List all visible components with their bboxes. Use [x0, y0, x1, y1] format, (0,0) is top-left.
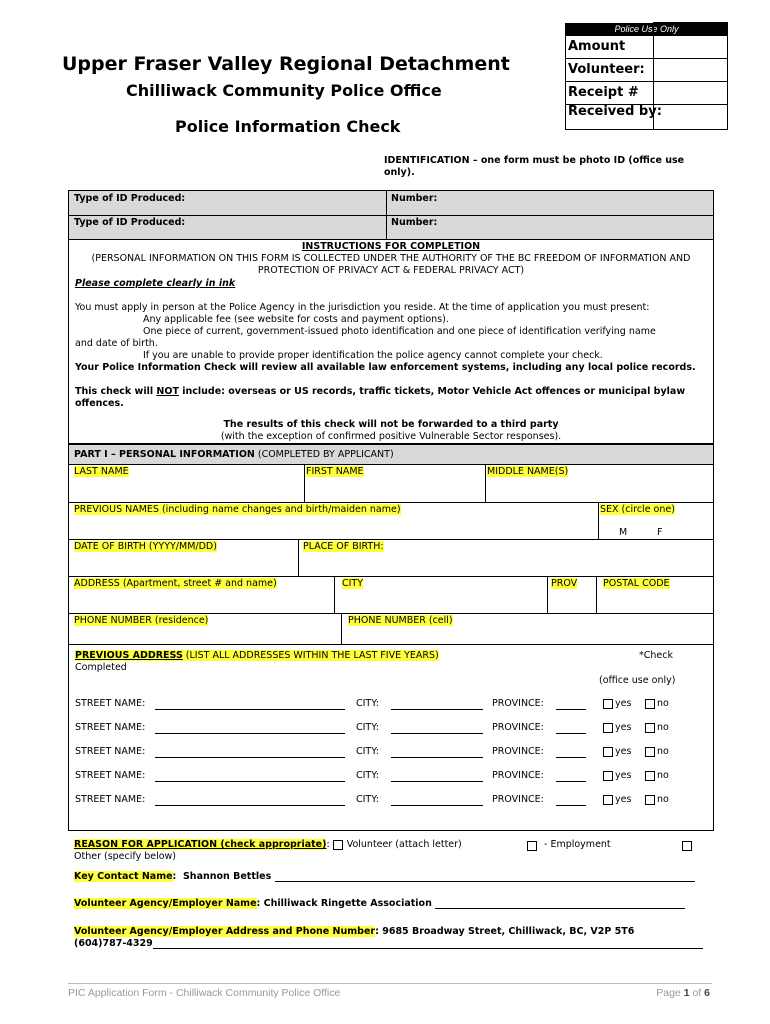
- volunteer-checkbox[interactable]: [333, 840, 343, 850]
- no-label: no: [657, 722, 669, 733]
- police-volunteer-field[interactable]: [653, 58, 728, 82]
- page-footer: [68, 983, 712, 1004]
- other-option: Other (specify below): [74, 851, 177, 862]
- agency-name-line: Volunteer Agency/Employer Name: Chilliwack Ringette Association: [74, 898, 709, 909]
- form-title: Police Information Check: [175, 117, 401, 136]
- yes-label: yes: [615, 722, 632, 733]
- id-table: [68, 190, 714, 240]
- street-label: STREET NAME:: [75, 794, 146, 805]
- police-use-box: [565, 23, 728, 130]
- police-row-volunteer: Volunteer:: [565, 59, 728, 82]
- street-input[interactable]: [155, 746, 345, 758]
- previous-address-row: [69, 722, 713, 740]
- province-input[interactable]: [556, 794, 586, 806]
- previous-names-field[interactable]: PREVIOUS NAMES (including name changes and birth/maiden name): [69, 503, 599, 540]
- street-input[interactable]: [155, 722, 345, 734]
- police-amount-field[interactable]: [653, 22, 728, 59]
- completed-label: Completed: [75, 662, 127, 673]
- prov-field[interactable]: PROV: [548, 577, 597, 614]
- id-type-cell-1[interactable]: Type of ID Produced:: [69, 191, 387, 216]
- street-label: STREET NAME:: [75, 722, 146, 733]
- yes-checkbox[interactable]: [603, 747, 613, 757]
- previous-address-heading: PREVIOUS ADDRESS (LIST ALL ADDRESSES WITHIN THE LAST FIVE YEARS): [75, 650, 439, 661]
- check-label: *Check: [639, 650, 673, 661]
- page-number: Page 1 of 6: [656, 987, 710, 999]
- street-label: STREET NAME:: [75, 746, 146, 757]
- office-use-label: (office use only): [599, 675, 676, 686]
- yes-checkbox[interactable]: [603, 699, 613, 709]
- place-of-birth-field[interactable]: PLACE OF BIRTH:: [299, 540, 713, 577]
- date-of-birth-field[interactable]: DATE OF BIRTH (YYYY/MM/DD): [69, 540, 299, 577]
- province-input[interactable]: [556, 698, 586, 710]
- instructions-authority: (PERSONAL INFORMATION ON THIS FORM IS COLLECTED UNDER THE AUTHORITY OF THE BC FREEDOM OF INFORMATION AND PROTECTION OF PRIVACY ACT & FEDERAL PRIVACY ACT): [91, 253, 691, 276]
- street-input[interactable]: [155, 794, 345, 806]
- agency-name-value[interactable]: Chilliwack Ringette Association: [263, 898, 432, 909]
- detachment-title: Upper Fraser Valley Regional Detachment: [62, 53, 510, 75]
- sex-m-option[interactable]: M: [619, 527, 628, 538]
- city-field[interactable]: CITY: [335, 577, 548, 614]
- identification-note: IDENTIFICATION – one form must be photo ID (office use only).: [384, 155, 685, 178]
- agency-phone-line: [74, 938, 709, 949]
- city-input[interactable]: [391, 722, 483, 734]
- yes-label: yes: [615, 794, 632, 805]
- previous-address-box: [68, 645, 714, 831]
- sex-f-option[interactable]: F: [657, 527, 663, 538]
- no-label: no: [657, 770, 669, 781]
- no-label: no: [657, 794, 669, 805]
- instructions-box: [68, 239, 714, 444]
- city-label: CITY:: [356, 698, 379, 709]
- no-checkbox[interactable]: [645, 699, 655, 709]
- phone-cell-field[interactable]: PHONE NUMBER (cell): [348, 615, 453, 626]
- id-type-cell-2[interactable]: Type of ID Produced:: [69, 216, 387, 240]
- volunteer-option: Volunteer (attach letter): [346, 839, 462, 850]
- agency-address-value[interactable]: 9685 Broadway Street, Chilliwack, BC, V2P 5T6: [382, 926, 635, 937]
- province-input[interactable]: [556, 746, 586, 758]
- province-label: PROVINCE:: [492, 698, 544, 709]
- last-name-field[interactable]: LAST NAME: [69, 465, 305, 503]
- yes-checkbox[interactable]: [603, 795, 613, 805]
- province-label: PROVINCE:: [492, 770, 544, 781]
- previous-address-row: [69, 794, 713, 812]
- no-label: no: [657, 698, 669, 709]
- previous-address-row: [69, 746, 713, 764]
- complete-clearly-note: Please complete clearly in ink: [75, 278, 236, 289]
- fee-text: Any applicable fee (see website for costs and payment options).: [143, 314, 449, 325]
- city-input[interactable]: [391, 746, 483, 758]
- id-number-cell-2[interactable]: Number:: [391, 217, 438, 228]
- other-checkbox[interactable]: [682, 841, 692, 851]
- postal-code-field[interactable]: POSTAL CODE: [597, 577, 713, 614]
- part1-table: [68, 444, 714, 645]
- no-label: no: [657, 746, 669, 757]
- agency-phone-value[interactable]: (604)787-4329: [74, 938, 153, 949]
- reason-section: REASON FOR APPLICATION (check appropriate): Volunteer (attach letter) - Employment: [74, 839, 714, 850]
- photo-id-text-cont: and date of birth.: [75, 338, 158, 349]
- footer-form-name: PIC Application Form - Chilliwack Community Police Office: [68, 987, 341, 999]
- city-label: CITY:: [356, 722, 379, 733]
- results-note: The results of this check will not be forwarded to a third party: [223, 419, 559, 430]
- police-receipt-field[interactable]: [653, 81, 728, 105]
- middle-name-field[interactable]: MIDDLE NAME(S): [486, 465, 713, 503]
- street-label: STREET NAME:: [75, 770, 146, 781]
- yes-label: yes: [615, 770, 632, 781]
- agency-address-line: Volunteer Agency/Employer Address and Phone Number: 9685 Broadway Street, Chilliwack, BC, V2P 5T6: [74, 926, 635, 937]
- street-input[interactable]: [155, 698, 345, 710]
- id-number-cell-1[interactable]: Number:: [387, 191, 713, 216]
- review-systems-text: Your Police Information Check will review all available law enforcement systems, including any local police records.: [75, 362, 696, 373]
- exception-note: (with the exception of confirmed positive Vulnerable Sector responses).: [220, 431, 562, 442]
- street-label: STREET NAME:: [75, 698, 146, 709]
- office-title: Chilliwack Community Police Office: [126, 81, 442, 100]
- province-label: PROVINCE:: [492, 794, 544, 805]
- unable-id-text: If you are unable to provide proper identification the police agency cannot complete your check.: [143, 350, 603, 361]
- no-checkbox[interactable]: [645, 795, 655, 805]
- province-input[interactable]: [556, 722, 586, 734]
- not-include-text: This check will NOT include: overseas or US records, traffic tickets, Motor Vehicle Act offences or municipal bylaw offences.: [75, 386, 686, 409]
- yes-label: yes: [615, 746, 632, 757]
- key-contact-value[interactable]: Shannon Bettles: [182, 871, 272, 882]
- first-name-field[interactable]: FIRST NAME: [305, 465, 486, 503]
- no-checkbox[interactable]: [645, 723, 655, 733]
- employment-checkbox[interactable]: [527, 841, 537, 851]
- province-label: PROVINCE:: [492, 722, 544, 733]
- street-input[interactable]: [155, 770, 345, 782]
- sex-field[interactable]: SEX (circle one) M F: [599, 503, 713, 540]
- previous-address-row: [69, 698, 713, 716]
- police-use-header: Police Use Only: [565, 23, 728, 36]
- key-contact-line: Key Contact Name: Shannon Bettles: [74, 871, 709, 882]
- province-label: PROVINCE:: [492, 746, 544, 757]
- city-input[interactable]: [391, 698, 483, 710]
- instructions-heading: INSTRUCTIONS FOR COMPLETION: [301, 241, 481, 252]
- city-input[interactable]: [391, 770, 483, 782]
- police-row-amount: Amount: [565, 36, 728, 59]
- police-row-receipt: Receipt #: [565, 82, 728, 105]
- yes-label: yes: [615, 698, 632, 709]
- city-label: CITY:: [356, 794, 379, 805]
- city-label: CITY:: [356, 746, 379, 757]
- address-field[interactable]: ADDRESS (Apartment, street # and name): [69, 577, 335, 614]
- city-label: CITY:: [356, 770, 379, 781]
- reason-label: REASON FOR APPLICATION (check appropriate): [74, 839, 327, 850]
- police-row-received: Received by:: [565, 105, 728, 130]
- employment-option: - Employment: [544, 839, 611, 850]
- no-checkbox[interactable]: [645, 771, 655, 781]
- phone-residence-field[interactable]: PHONE NUMBER (residence): [69, 614, 342, 645]
- previous-address-row: [69, 770, 713, 788]
- police-received-field[interactable]: [653, 105, 728, 130]
- city-input[interactable]: [391, 794, 483, 806]
- photo-id-text: One piece of current, government-issued photo identification and one piece of identification verifying name: [143, 326, 656, 337]
- yes-checkbox[interactable]: [603, 771, 613, 781]
- no-checkbox[interactable]: [645, 747, 655, 757]
- province-input[interactable]: [556, 770, 586, 782]
- apply-in-person-text: You must apply in person at the Police Agency in the jurisdiction you reside. At the time of application you must present:: [75, 302, 650, 313]
- part1-header: PART I – PERSONAL INFORMATION (COMPLETED BY APPLICANT): [69, 445, 713, 465]
- yes-checkbox[interactable]: [603, 723, 613, 733]
